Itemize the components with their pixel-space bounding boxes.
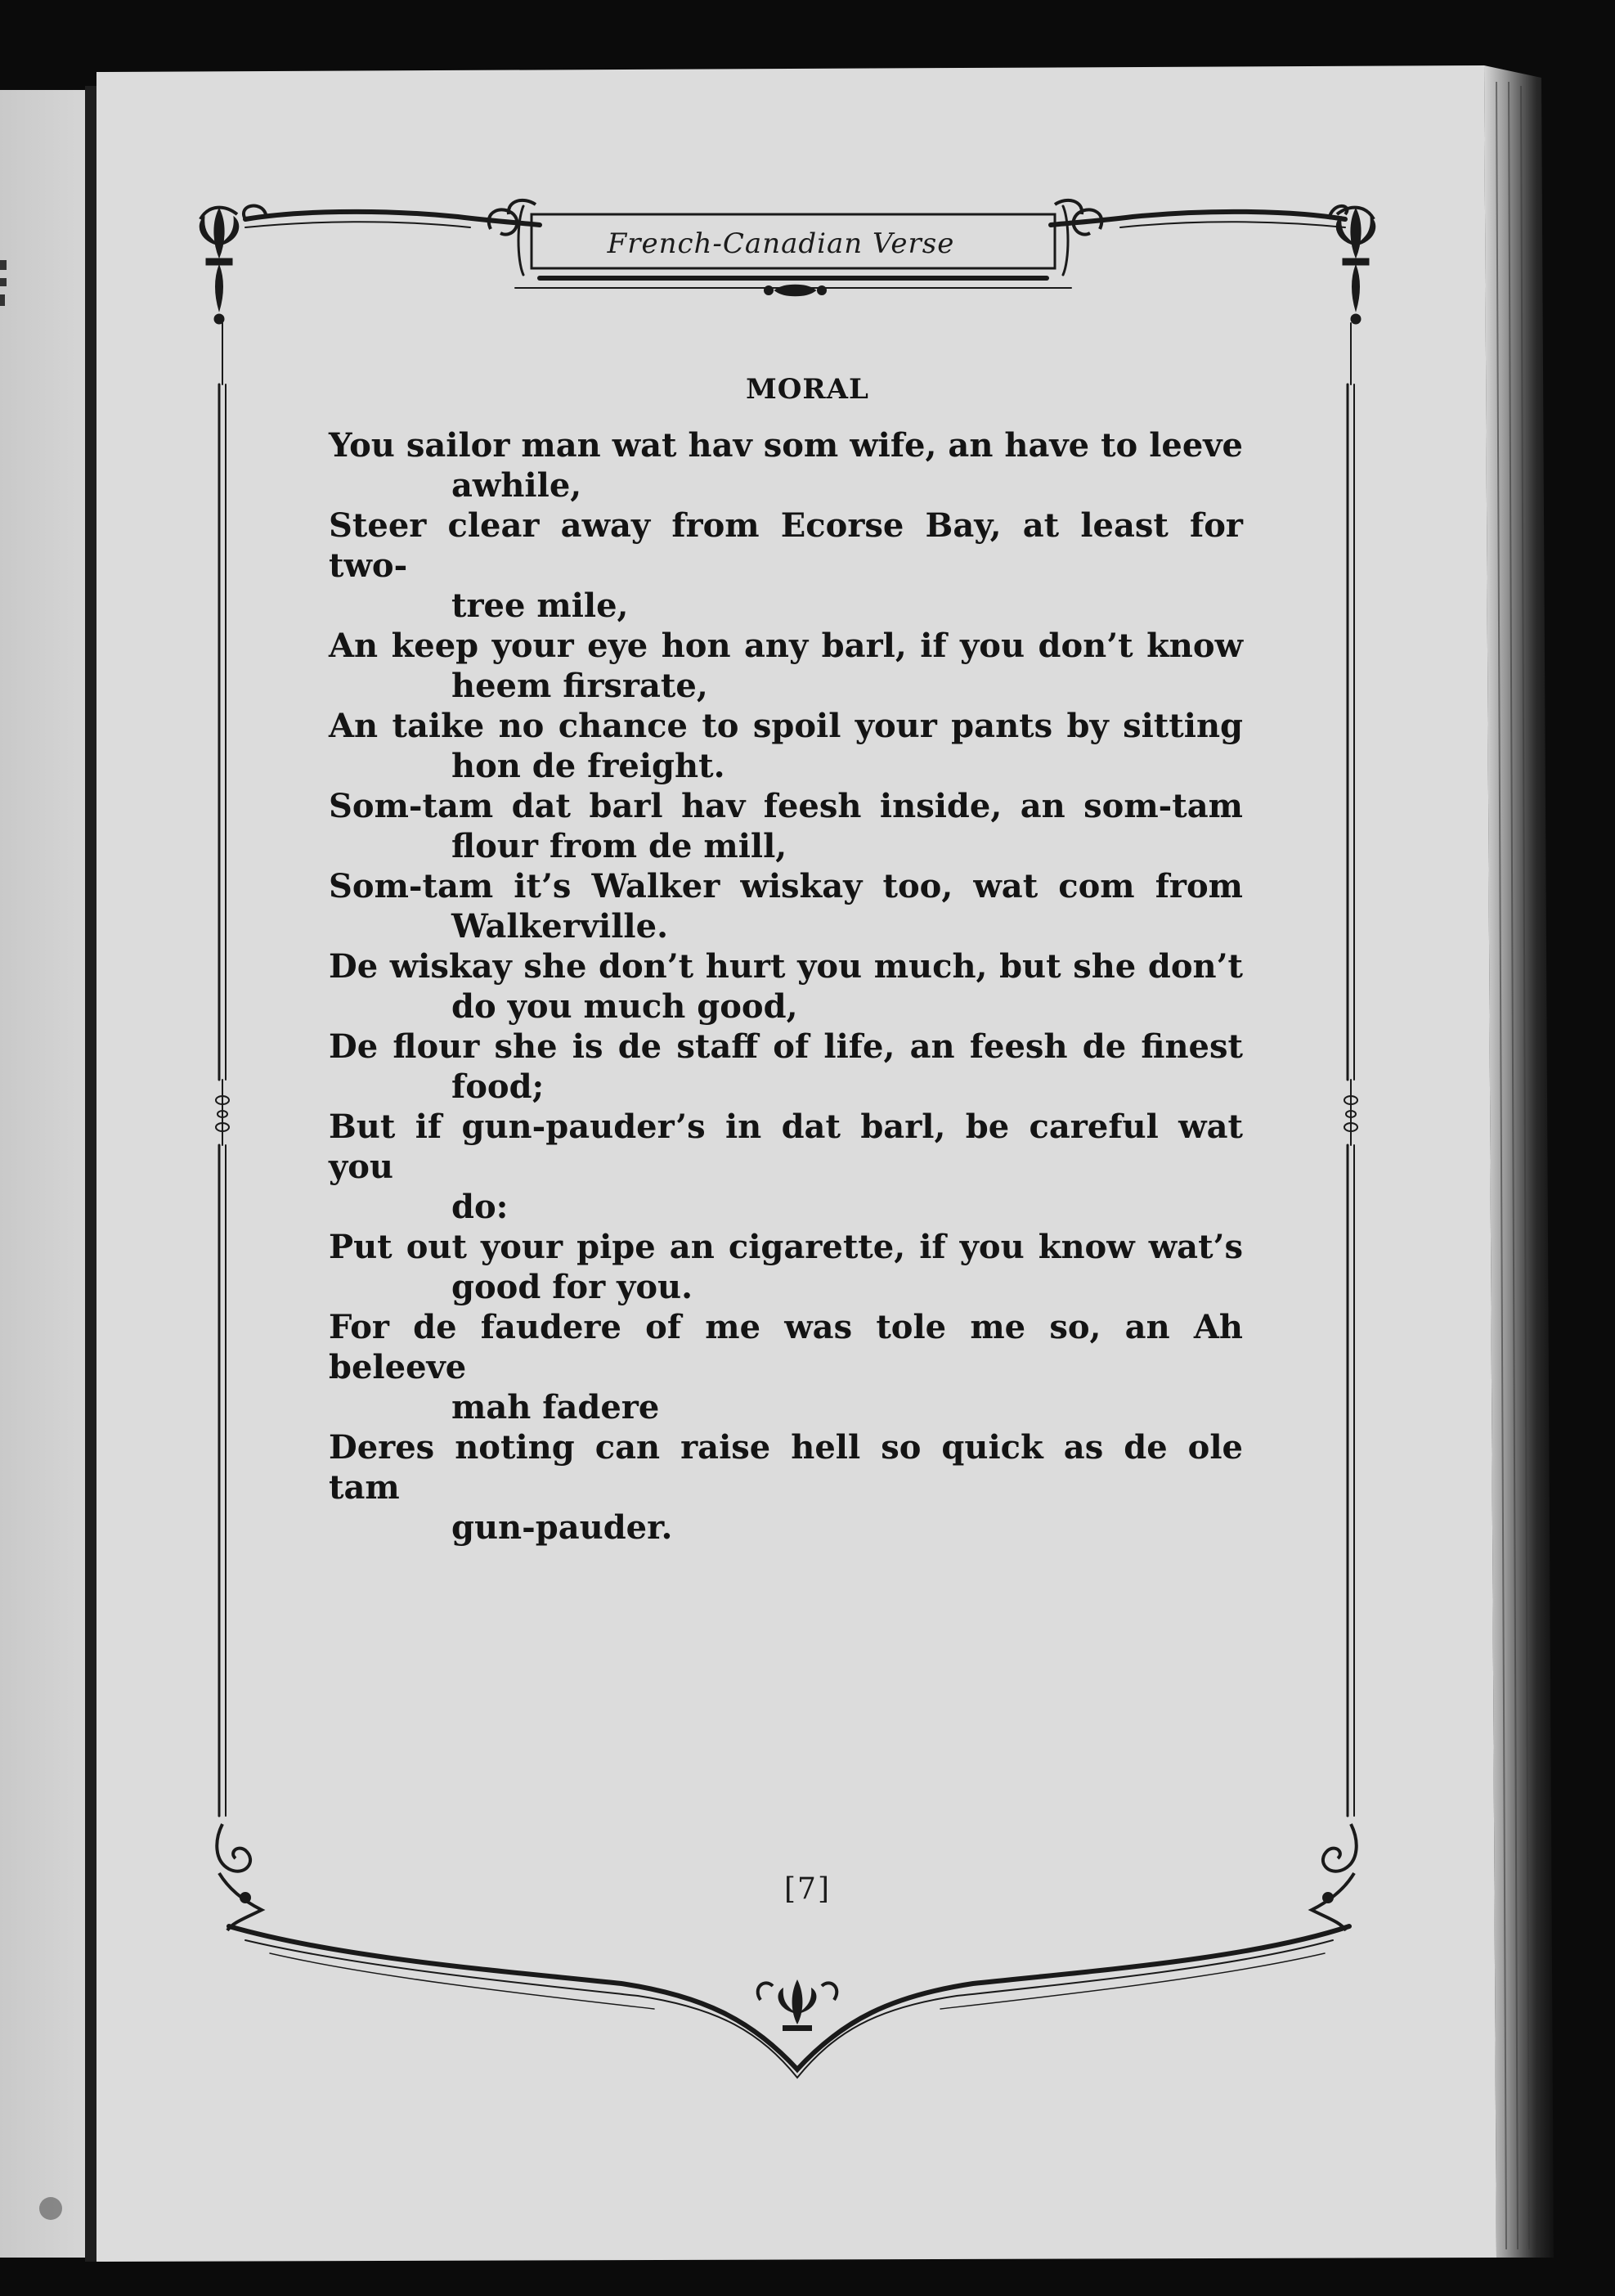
poem-line-continuation: flour from de mill, xyxy=(451,827,787,865)
poem-line-continuation: good for you. xyxy=(451,1268,693,1306)
poem-couplet xyxy=(329,1307,1243,1427)
poem-couplet xyxy=(329,626,1243,706)
poem-line: You sailor man wat hav som wife, an have to leeve xyxy=(329,426,1243,465)
poem-couplet xyxy=(329,1107,1243,1227)
poem-couplet xyxy=(329,946,1243,1027)
poem-line-continuation: gun-pauder. xyxy=(451,1508,673,1547)
poem-line: De wiskay she don’t hurt you much, but she don’t xyxy=(329,947,1243,986)
poem-line: But if gun-pauder’s in dat barl, be careful wat you xyxy=(329,1108,1243,1186)
poem-heading: MORAL xyxy=(746,373,869,406)
poem-line-continuation: awhile, xyxy=(451,466,582,505)
poem-line-continuation: do you much good, xyxy=(451,987,798,1026)
poem-line: Deres noting can raise hell so quick as de ole tam xyxy=(329,1428,1243,1507)
poem-couplet xyxy=(329,786,1243,866)
poem-line-continuation: tree mile, xyxy=(451,586,629,625)
poem-line-continuation: Walkerville. xyxy=(451,907,668,946)
poem-couplet xyxy=(329,706,1243,786)
poem-couplet xyxy=(329,425,1243,505)
poem-line: De flour she is de staff of life, an feesh de finest xyxy=(329,1027,1243,1066)
poem-line-continuation: do: xyxy=(451,1188,509,1226)
poem-couplet xyxy=(329,866,1243,946)
page-number: [7] xyxy=(784,1872,831,1906)
poem-line: Som-tam it’s Walker wiskay too, wat com from xyxy=(329,867,1243,905)
poem xyxy=(329,425,1243,1548)
poem-couplet xyxy=(329,1427,1243,1548)
poem-couplet xyxy=(329,1227,1243,1307)
poem-line-continuation: hon de freight. xyxy=(451,747,725,785)
running-header: French-Canadian Verse xyxy=(607,227,955,260)
poem-line: Som-tam dat barl hav feesh inside, an som-tam xyxy=(329,787,1243,825)
poem-line-continuation: heem firsrate, xyxy=(451,667,708,705)
poem-line: An keep your eye hon any barl, if you don’t know xyxy=(329,627,1243,665)
poem-line-continuation: mah fadere xyxy=(451,1388,660,1427)
poem-couplet xyxy=(329,505,1243,626)
poem-couplet xyxy=(329,1027,1243,1107)
poem-line: Put out your pipe an cigarette, if you know wat’s xyxy=(329,1228,1243,1266)
poem-line: Steer clear away from Ecorse Bay, at least for two- xyxy=(329,506,1243,585)
poem-line: For de faudere of me was tole me so, an Ah beleeve xyxy=(329,1308,1243,1386)
poem-line-continuation: food; xyxy=(451,1067,545,1106)
poem-line: An taike no chance to spoil your pants by sitting xyxy=(329,707,1243,745)
